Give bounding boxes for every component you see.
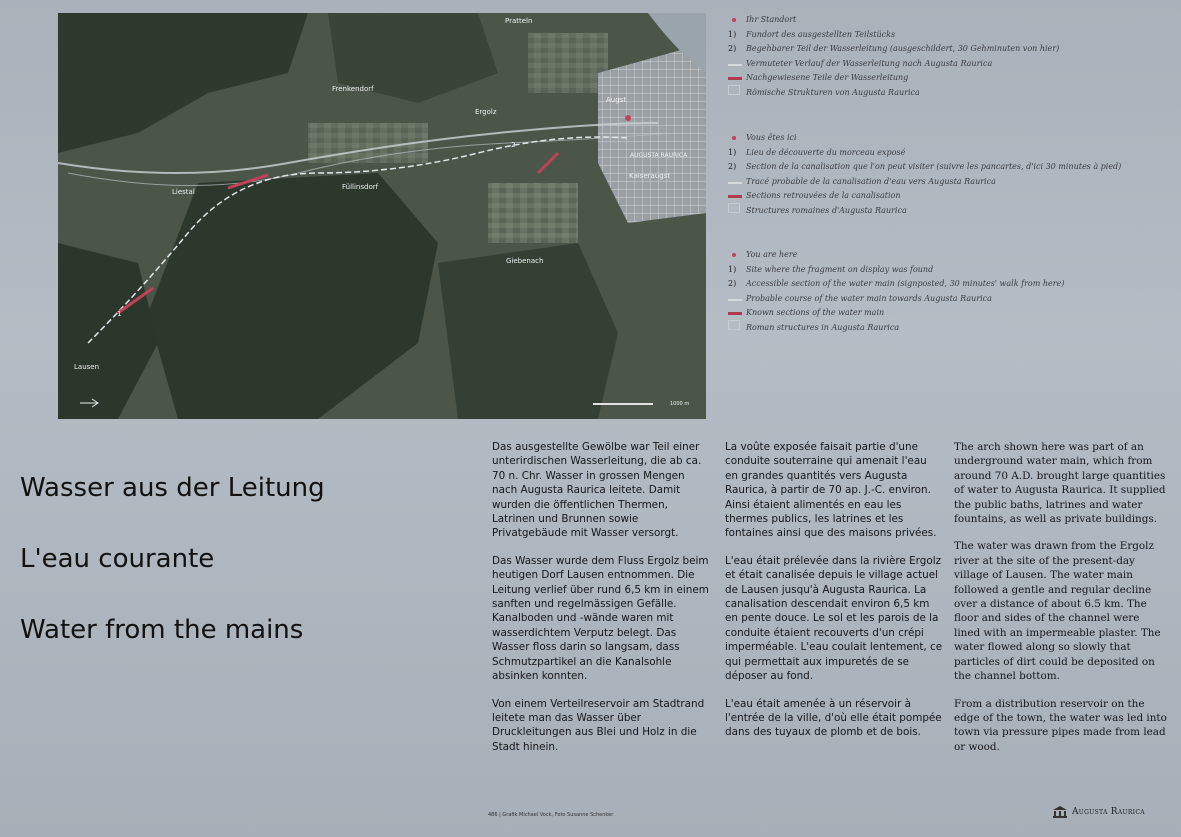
- roman-structure-box-icon: [728, 85, 740, 95]
- paragraph: Von einem Verteilreservoir am Stadtrand leitete man das Wasser über Druckleitungen aus Blei und Holz in die Stadt hinein.: [492, 697, 705, 753]
- paragraph: From a distribution reservoir on the edge of the town, the water was led into town via pressure pipes made from lead or wood.: [954, 697, 1167, 753]
- location-dot-icon: [732, 18, 736, 22]
- roman-structure-box-icon: [728, 203, 740, 213]
- legend-english: [728, 248, 1065, 335]
- temple-icon: [1052, 806, 1068, 818]
- map-graphic: [58, 13, 706, 419]
- map-label-lausen: Lausen: [74, 363, 100, 371]
- paragraph: The water was drawn from the Ergolz river at the site of the present-day village of Lausen. The water main followed a gentle and regular decline over a distance of about 6.5 km. The floor and sides of the channel were lined with an impermeable plaster. The water flowed along so slowly that particles of dirt could be deposited on the channel bottom.: [954, 540, 1161, 683]
- known-section-line-icon: [728, 312, 742, 315]
- paragraph: L'eau était amenée à un réservoir à l'entrée de la ville, d'où elle était pompée dans des tuyaux de plomb et de bois.: [725, 697, 942, 739]
- map-scale-label: 1000 m: [670, 401, 690, 407]
- paragraph: Das Wasser wurde dem Fluss Ergolz beim heutigen Dorf Lausen entnommen. Die Leitung verlief über rund 6,5 km in einem sanften und regelmässigen Gefälle. Kanalboden und -wände waren mit wasserdichtem Verputz belegt. Das Wasser floss darin so langsam, dass Schmutzpartikel an die Kanalsohle absinken konnten.: [492, 554, 709, 683]
- map-label-augusta-raurica: AUGUSTA RAURICA: [630, 152, 688, 159]
- map-marker-1: 1: [117, 310, 122, 318]
- title-english: Water from the mains: [20, 615, 304, 645]
- text-column-french: [725, 440, 943, 753]
- map-label-pratteln: Pratteln: [505, 17, 533, 25]
- legend-row: 2) Begehbarer Teil der Wasserleitung (ausgeschildert, 30 Gehminuten von hier): [728, 44, 1060, 53]
- photo-credit: 486 | Grafik Michael Vock, Foto Susanne Schenker: [488, 812, 614, 818]
- logo-text: Augusta Raurica: [1072, 807, 1145, 817]
- aerial-map: [58, 13, 706, 419]
- map-label-augst: Augst: [606, 96, 627, 104]
- legend-row: Probable course of the water main towards Augusta Raurica: [728, 292, 1058, 307]
- title-german: Wasser aus der Leitung: [20, 473, 325, 503]
- legend-row: 1) Fundort des ausgestellten Teilstücks: [728, 29, 896, 39]
- legend-row: Römische Strukturen von Augusta Raurica: [728, 86, 1058, 101]
- legend-french: [728, 131, 1122, 218]
- text-column-german: [492, 440, 710, 767]
- map-label-ergolz: Ergolz: [475, 108, 497, 116]
- legend-row: You are here: [728, 248, 1058, 263]
- known-section-line-icon: [728, 77, 742, 80]
- legend-row: Nachgewiesene Teile der Wasserleitung: [728, 71, 1058, 86]
- legend-german: [728, 13, 1058, 100]
- paragraph: The arch shown here was part of an underground water main, which from around 70 A.D. brought large quantities of water to Augusta Raurica. It supplied the public baths, latrines and water fountains, as well as private buildings.: [954, 441, 1166, 526]
- map-label-frenkendorf: Frenkendorf: [332, 85, 374, 93]
- legend-row: Ihr Standort: [728, 13, 1058, 28]
- map-label-liestal: Liestal: [172, 188, 195, 196]
- probable-course-line-icon: [728, 182, 742, 184]
- augusta-raurica-logo: [1052, 806, 1145, 818]
- probable-course-line-icon: [728, 64, 742, 66]
- roman-structure-box-icon: [728, 320, 740, 330]
- paragraph: Das ausgestellte Gewölbe war Teil einer unterirdischen Wasserleitung, die ab ca. 70 n. Chr. Wasser in grossen Mengen nach Augusta Raurica leitete. Damit wurden die öffentlichen Thermen, Latrinen und Brunnen sowie Privatgebäude mit Wasser versorgt.: [492, 441, 702, 540]
- legend-row: Roman structures in Augusta Raurica: [728, 321, 1058, 336]
- legend-row: Sections retrouvées de la canalisation: [728, 189, 1058, 204]
- map-label-fullinsdorf: Füllinsdorf: [342, 183, 379, 191]
- legend-row: Vermuteter Verlauf der Wasserleitung nach Augusta Raurica: [728, 57, 1058, 72]
- legend-row: 1) Site where the fragment on display was found: [728, 264, 934, 274]
- paragraph: L'eau était prélevée dans la rivière Ergolz et était canalisée depuis le village actuel de Lausen jusqu'à Augusta Raurica. La canalisation descendait environ 6,5 km en pente douce. Le sol et les parois de la conduite étaient recouverts d'un crépi imperméable. L'eau coulait lentement, ce qui permettait aux impuretés de se déposer au fond.: [725, 554, 943, 683]
- legend-row: Structures romaines d'Augusta Raurica: [728, 204, 1058, 219]
- legend-row: 2) Section de la canalisation que l'on peut visiter (suivre les pancartes, d'ici 30 minutes à pied): [728, 162, 1122, 171]
- location-dot-icon: [732, 136, 736, 140]
- map-label-kaiseraugst: Kaiseraugst: [629, 172, 671, 180]
- location-dot-icon: [732, 253, 736, 257]
- known-section-line-icon: [728, 195, 742, 198]
- paragraph: La voûte exposée faisait partie d'une conduite souterraine qui amenait l'eau en grandes quantités vers Augusta Raurica, à partir de 70 ap. J.-C. environ. Ainsi étaient alimentés en eau les thermes publics, les latrines et les fontaines ainsi que des maisons privées.: [725, 441, 937, 540]
- map-label-giebenach: Giebenach: [506, 257, 544, 265]
- probable-course-line-icon: [728, 299, 742, 301]
- text-column-english: [954, 440, 1168, 767]
- map-marker-2: 2: [511, 141, 516, 149]
- legend-row: Known sections of the water main: [728, 306, 1058, 321]
- legend-row: Vous êtes ici: [728, 131, 1058, 146]
- title-french: L'eau courante: [20, 544, 215, 574]
- legend-row: 2) Accessible section of the water main (signposted, 30 minutes' walk from here): [728, 279, 1065, 288]
- legend-row: Tracé probable de la canalisation d'eau vers Augusta Raurica: [728, 175, 1058, 190]
- legend-row: 1) Lieu de découverte du morceau exposé: [728, 147, 906, 157]
